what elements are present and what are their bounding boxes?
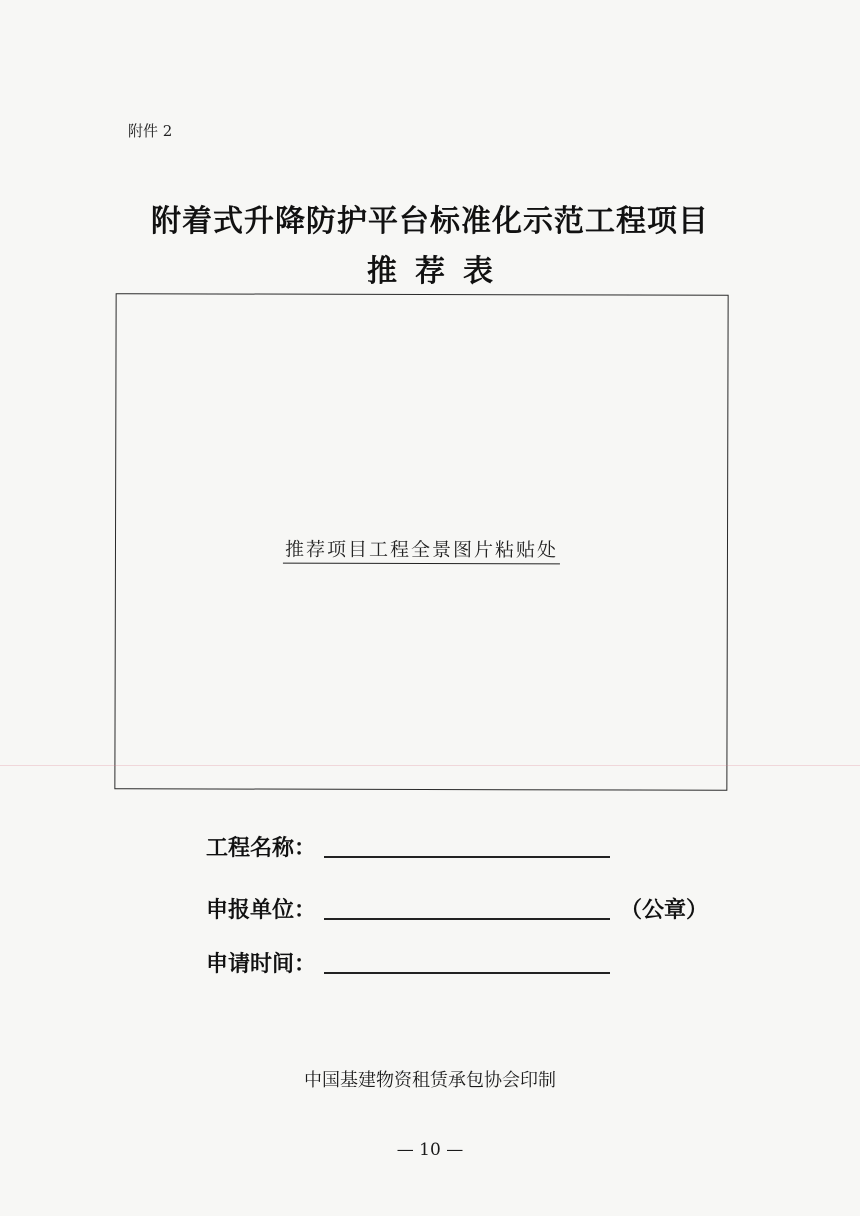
field-project-name-label: 工程名称：	[206, 836, 317, 861]
photo-placeholder-label: 推荐项目工程全景图片粘贴处	[283, 539, 560, 565]
publisher-line: 中国基建物资租赁承包协会印制	[304, 1070, 556, 1091]
field-application-date-blank	[324, 972, 610, 974]
document-title: 附着式升降防护平台标准化示范工程项目	[151, 204, 709, 239]
document-subtitle: 推荐表	[367, 254, 511, 289]
field-application-date	[206, 944, 610, 978]
attachment-label: 附件 2	[128, 122, 173, 140]
field-project-name-blank	[324, 856, 610, 858]
official-seal-note: （公章）	[620, 898, 709, 923]
page-number: — 10 —	[396, 1140, 464, 1160]
field-applicant-unit-blank	[324, 918, 610, 920]
field-application-date-label: 申请时间：	[206, 952, 317, 977]
photo-placeholder-box	[114, 293, 728, 791]
fold-line	[0, 765, 860, 766]
field-project-name	[206, 828, 610, 862]
field-applicant-unit-label: 申报单位：	[206, 898, 317, 923]
field-applicant-unit	[206, 890, 708, 924]
